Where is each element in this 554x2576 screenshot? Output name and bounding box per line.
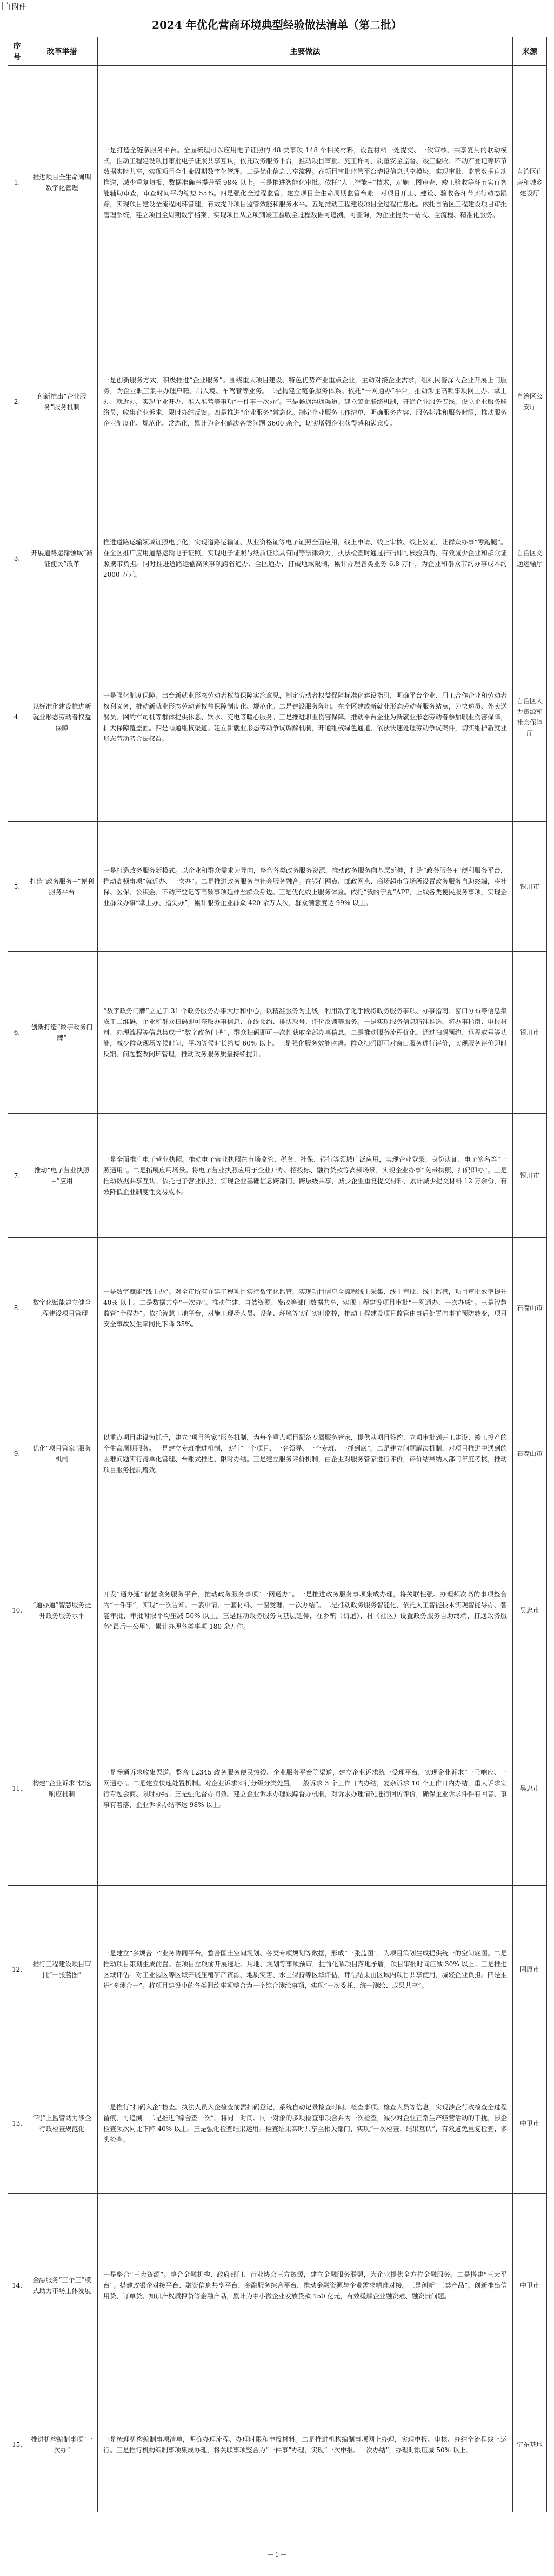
row-content: 推进道路运输领域证照电子化，实现道路运输证、从业资格证等电子证照全面应用，线上申请、线上审核、线上发证，让群众办事“零跑腿”。在全区推广应用道路运输电子证照，实现电子证照与纸质证照具有同等法律效力，执法检查时通过扫码即可核验真伪，有效减少企业和群众证照携带负担。同时推进道路运输高频事项跨省通办、全区通办，打破地域限制，累计办理各类业务 6.8 万件，为企业和群众节约办事成本约 2000 万元。 [98, 504, 513, 612]
table-row [8, 1691, 547, 1886]
row-content: 一是建立“多规合一”业务协同平台。整合国土空间规划、各类专项规划等数据，形成“一张蓝图”，为项目策划生成提供统一的空间底图。二是推动项目策划生成前置。在项目立项前开展选址、用地、规划等事项预审，提前化解项目落地矛盾，项目审批时间压减 30% 以上。三是推进区域评估。对工业园区等区域开展压覆矿产资源、地质灾害、水土保持等区域评估，评估结果由区域内项目共享使用，减轻企业负担。四是推进“多测合一”。将项目建设中的各类测绘事项整合为一个综合测绘事项，实现“一次委托、统一测绘、成果共享”。 [98, 1886, 513, 2053]
row-number: 8. [8, 1238, 26, 1378]
row-source: 银川市 [513, 822, 547, 952]
row-measure: 数字化赋能建立健全工程建设项目管理 [26, 1238, 98, 1378]
table-row [8, 2194, 547, 2377]
table-row [8, 1886, 547, 2053]
row-number: 13. [8, 2053, 26, 2194]
column-header-source: 来源 [513, 37, 547, 66]
row-content: 一是数字赋能“线上办”。对全市所有在建工程项目实行数字化监管，实现项目信息全流程线上采集、线上审批、线上监管，项目审批效率提升 40% 以上。二是数据共享“一次办”。推动住建、自然资源、发改等部门数据共享，实现工程建设项目审批“一网通办、一次办成”。三是智慧监管“全程办”。依托智慧工地平台，对施工现场人员、设备、环境等实行实时监控，推动工程建设项目监管由事后处置向事前预防转变，项目安全事故发生率同比下降 35%。 [98, 1238, 513, 1378]
row-number: 15. [8, 2377, 26, 2512]
table-row [8, 952, 547, 1114]
page-title: 2024 年优化营商环境典型经验做法清单（第二批） [152, 18, 402, 31]
row-number: 1. [8, 66, 26, 299]
row-measure: 创新打造“数字政务门牌” [26, 952, 98, 1114]
table-row [8, 1238, 547, 1378]
row-measure: 推行工程建设项目审批“一张蓝图” [26, 1886, 98, 2053]
page-number: — 1 — [267, 2551, 287, 2558]
row-number: 11. [8, 1691, 26, 1886]
row-measure: 打造“政务服务+”便利服务平台 [26, 822, 98, 952]
row-source: 自治区人力资源和社会保障厅 [513, 612, 547, 822]
row-source: 自治区交通运输厅 [513, 504, 547, 612]
document-page [8, 13, 546, 2557]
row-measure: 优化“项目管家”服务机制 [26, 1378, 98, 1529]
table-row [8, 66, 547, 299]
row-content: 一是强化制度保障。出台新就业形态劳动者权益保障实施意见，制定劳动者权益保障标准化建设指引，明确平台企业、用工合作企业和劳动者权利义务，推动新就业形态劳动者权益保障制度化、规范化。二是建设服务阵地。在全区建成新就业形态劳动者服务站点，为快递员、外卖送餐员、网约车司机等群体提供休息、饮水、充电等暖心服务。三是推进职业伤害保障。推动平台企业为新就业形态劳动者参加职业伤害保障，扩大保障覆盖面。四是畅通维权渠道。建立新就业形态劳动争议调解机制，开通维权绿色通道，依法快速处理劳动争议案件，切实维护新就业形态劳动者合法权益。 [98, 612, 513, 822]
row-source: 银川市 [513, 1114, 547, 1238]
row-content: 一是整合“三大资源”。整合金融机构、政府部门、行业协会三方资源，建立金融服务联盟，为企业提供全方位金融服务。二是搭建“三大平台”。搭建政银企对接平台、融资信息共享平台、金融服务综合平台，推动金融资源与企业需求精准对接。三是创新“三类产品”。创新推出信用贷、订单贷、知识产权质押贷等金融产品，累计为中小微企业发放贷款 150 亿元，有效缓解企业融资难、融资贵问题。 [98, 2194, 513, 2377]
row-content: 一是推行“扫码入企”检查。执法人员入企检查前需扫码登记，系统自动记录检查时间、检查事项、检查人员等信息，实现涉企行政检查全过程留痕、可追溯。二是推进“综合查一次”。将同一时间、同一对象的多项检查事项合并为一次检查，减少对企业正常生产经营活动的干扰，涉企检查频次同比下降 40% 以上。三是强化检查结果运用。检查结果实时共享至相关部门，实现“一次检查、结果互认”，有效避免重复检查、多头检查。 [98, 2053, 513, 2194]
row-source: 宁东基地 [513, 2377, 547, 2512]
row-number: 3. [8, 504, 26, 612]
row-number: 14. [8, 2194, 26, 2377]
row-number: 10. [8, 1529, 26, 1691]
row-source: 吴忠市 [513, 1529, 547, 1691]
attachment-label: 附件 [12, 3, 26, 11]
row-content: 一是全面推广电子营业执照。推动电子营业执照在市场监管、税务、社保、银行等领域广泛应用，实现企业登录、身份认证、电子签名等“一照通用”。二是拓展应用场景。将电子营业执照应用于企业开办、招投标、融资贷款等高频场景，实现企业办事“免带执照、扫码即办”。三是推动数据共享互认。依托电子营业执照，实现企业基础信息跨部门、跨层级共享，减少企业重复提交材料，累计减少提交材料 12 万余份，有效降低企业制度性交易成本。 [98, 1114, 513, 1238]
row-number: 6. [8, 952, 26, 1114]
measures-table [8, 37, 547, 2512]
row-content: 一是畅通诉求收集渠道。整合 12345 政务服务便民热线、企业服务平台等渠道，建立企业诉求统一受理平台，实现企业诉求“一号响应、一网通办”。二是建立快速处置机制。对企业诉求实行分级分类处置，一般诉求 3 个工作日内办结，复杂诉求 10 个工作日内办结，重大诉求实行专题会商、限时办结。三是强化督办问效。建立企业诉求办理跟踪督办机制，对诉求办理情况进行回访评价，确保企业诉求件件有回音、事事有着落，企业诉求办结率达 98% 以上。 [98, 1691, 513, 1886]
row-content: 开发“通办通”智慧政务服务平台，推动政务服务事项“一网通办”。一是推进政务服务事项集成办理，将关联性强、办理频次高的事项整合为“一件事”，实现“一次告知、一表申请、一套材料、一窗受理、一次办结”。二是推动政务服务智能化，依托人工智能技术实现智能导办、智能审批，审批时限平均压减 50% 以上。三是推动政务服务向基层延伸，在乡镇（街道）、村（社区）设置政务服务自助终端，打通政务服务“最后一公里”，累计办理各类事项 180 余万件。 [98, 1529, 513, 1691]
table-row [8, 1114, 547, 1238]
row-source: 中卫市 [513, 2053, 547, 2194]
column-header-measure: 改革举措 [26, 37, 98, 66]
row-measure: 开展道路运输领域“减证便民”改革 [26, 504, 98, 612]
table-row [8, 2377, 547, 2512]
table-row [8, 822, 547, 952]
row-number: 9. [8, 1378, 26, 1529]
row-content: 一是打造政务服务新模式。以企业和群众需求为导向，整合各类政务服务资源，推动政务服务向基层延伸，打造“政务服务+”便利服务平台，推动高频事项“就近办、一次办”。二是推进政务服务与社会服务融合。在银行网点、邮政网点、商场超市等场所设置政务服务自助终端，将社保、医保、公积金、不动产登记等高频事项延伸至群众身边。三是优化线上服务体验。依托“我的宁夏”APP，上线各类便民服务事项，实现企业群众办事“掌上办、指尖办”，累计服务企业群众 420 余万人次，群众满意度达 99% 以上。 [98, 822, 513, 952]
row-number: 5. [8, 822, 26, 952]
row-source: 石嘴山市 [513, 1238, 547, 1378]
document-icon [2, 2, 10, 10]
row-measure: 以标准化建设推进新就业形态劳动者权益保障 [26, 612, 98, 822]
row-number: 7. [8, 1114, 26, 1238]
row-content: 以重点项目建设为抓手，建立“项目管家”服务机制，为每个重点项目配备专属服务管家，提供从项目签约、立项审批到开工建设、竣工投产的全生命周期服务。一是建立专班推进机制，实行“一个项目、一名领导、一个专班、一抓到底”。二是建立问题解决机制，对项目推进中遇到的困难问题实行清单化管理、台账式推进、限时办结。三是建立服务评价机制，由企业对服务管家进行评价，评价结果纳入部门年度考核，推动项目服务提质增效。 [98, 1378, 513, 1529]
table-row [8, 299, 547, 504]
top-bar [0, 0, 554, 12]
table-row [8, 504, 547, 612]
row-measure: 推进机构编制事项“一次办” [26, 2377, 98, 2512]
row-measure: 推进项目全生命周期数字化管理 [26, 66, 98, 299]
row-measure: 创新推出“企业服务”服务机制 [26, 299, 98, 504]
row-content: “数字政务门牌”立足于 31 个政务服务办事大厅和中心，以精准服务为主线，利用数字化手段将政务服务事项、办事指南、窗口分布等信息集成于二维码，企业和群众扫码即可获取办事信息、在线预约、排队取号、评价反馈等服务。一是实现服务信息精准推送。将办事指南、申报材料、办理流程等信息集成于“数字政务门牌”，群众扫码即可一次性获取全部办事信息。二是推动服务流程优化。通过扫码预约、远程取号等功能，减少群众现场等候时间，平均等候时长缩短 60% 以上。三是强化服务效能监督。群众扫码即可对窗口服务进行评价，实现服务评价即时反馈、问题整改闭环管理，推动政务服务质量持续提升。 [98, 952, 513, 1114]
row-source: 石嘴山市 [513, 1378, 547, 1529]
row-measure: 金融服务“三个三”模式助力市场主体发展 [26, 2194, 98, 2377]
column-header-content: 主要做法 [98, 37, 513, 66]
row-measure: 推动“电子营业执照+”应用 [26, 1114, 98, 1238]
table-header-row [8, 37, 547, 66]
row-content: 一是创新服务方式，积极推进“企业服务”。围绕重大项目建设、特色优势产业重点企业，主动对接企业需求，组织民警深入企业开展上门服务，为企业职工集中办理户籍、出入境、车驾管等业务。二是构建全链条服务体系。依托“一网通办”平台，推动涉企高频事项网上办、掌上办、就近办，实现企业开办、准入准营等事项“一件事一次办”。三是畅通沟通渠道。建立警企联络机制，开通企业服务专线，设立企业服务联络员，收集企业诉求，限时办结反馈。四是推进“企业服务”常态化。制定企业服务工作清单，明确服务内容、服务标准和服务时限，推动服务企业制度化、规范化、常态化，累计为企业解决各类问题 3600 余个，切实增强企业获得感和满意度。 [98, 299, 513, 504]
row-measure: 构建“企业诉求”快速响应机制 [26, 1691, 98, 1886]
row-source: 吴忠市 [513, 1691, 547, 1886]
row-number: 2. [8, 299, 26, 504]
row-number: 12. [8, 1886, 26, 2053]
row-measure: “码”上监管助力涉企行政检查规范化 [26, 2053, 98, 2194]
row-measure: “通办通”智慧服务提升政务服务水平 [26, 1529, 98, 1691]
column-header-no: 序号 [8, 37, 26, 66]
row-source: 中卫市 [513, 2194, 547, 2377]
row-content: 一是打造全链条服务平台。全面梳理可以应用电子证照的 48 类事项 148 个相关材料，设置材料一处提交、一次审核、共享复用的联动模式，推动工程建设项目审批电子证照共享互认，依托政务服务平台，推动项目审批、施工许可、质量安全监督、竣工验收、不动产登记等环节数据实时共享，实现项目全生命周期数字化管理。二是优化信息共享流程。在项目审批监管平台增设信息共享模块，实现审批、监管数据自动推送，减少重复填报，数据准确率提升至 98% 以上。三是推进智能化审批。依托“人工智能+”技术，对施工图审查、竣工验收等环节实行智能辅助审查，审查时间平均缩短 55%。四是强化全过程监管。建立项目全生命周期监管台账，对项目开工、建设、验收各环节实行动态跟踪，实现项目建设全流程闭环管理，有效提升项目监管效能和服务水平。五是推动工程建设项目全过程信息化。依托自治区工程建设项目审批管理系统，建立项目全周期数字档案，实现项目从立项到竣工验收全过程数据可追溯、可查询，为企业提供一站式、全流程、精准化服务。 [98, 66, 513, 299]
row-source: 自治区公安厅 [513, 299, 547, 504]
table-row [8, 1529, 547, 1691]
table-row [8, 612, 547, 822]
row-content: 一是梳理机构编制事项清单，明确办理流程、办理时限和申报材料。二是推进机构编制事项网上办理，实现申报、审核、办结全流程线上运行。三是推行机构编制事项集成办理，将关联事项整合为“一件事”办理，实现“一次申报、一次办结”，办理时限压减 50% 以上。 [98, 2377, 513, 2512]
row-source: 固原市 [513, 1886, 547, 2053]
table-row [8, 2053, 547, 2194]
row-number: 4. [8, 612, 26, 822]
row-source: 银川市 [513, 952, 547, 1114]
row-source: 自治区住房和城乡建设厅 [513, 66, 547, 299]
table-row [8, 1378, 547, 1529]
